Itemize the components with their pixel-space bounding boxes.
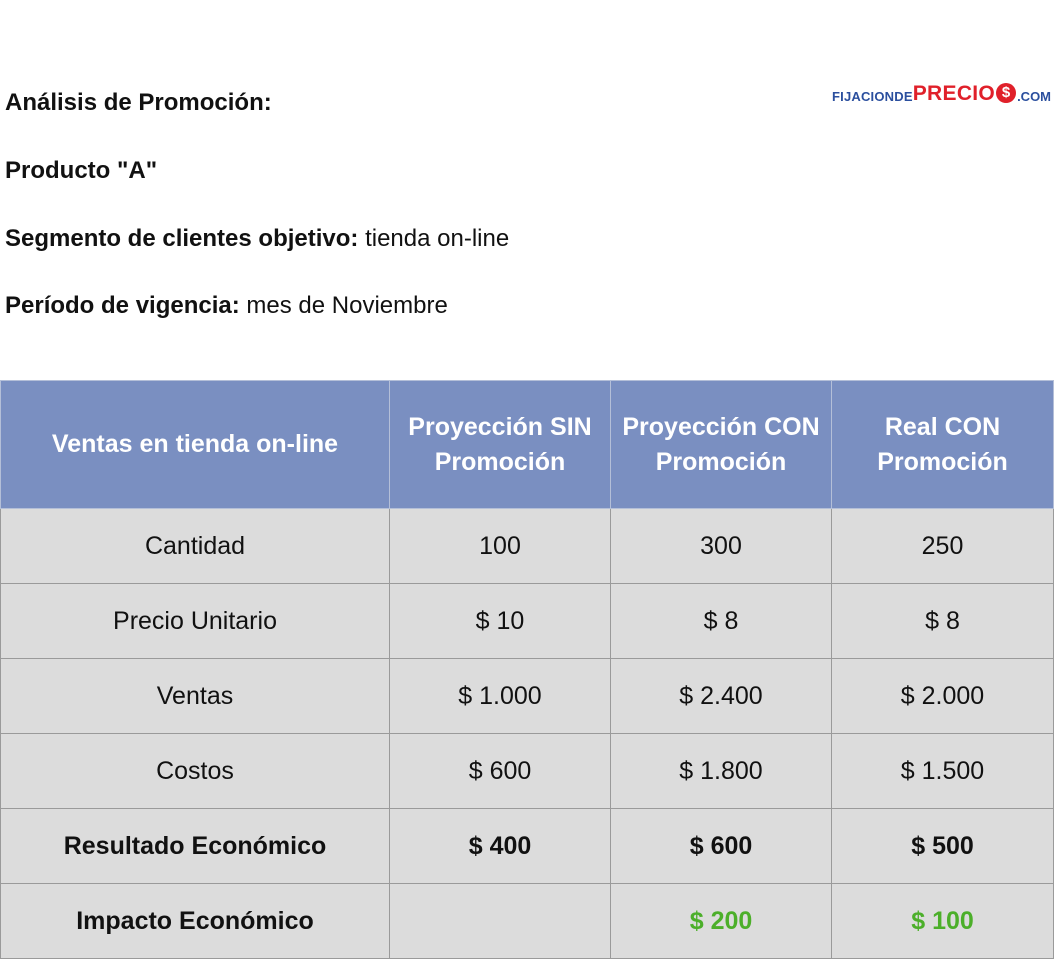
table-cell: 300 bbox=[611, 509, 832, 584]
table-row bbox=[1, 584, 1054, 659]
table-header-row bbox=[1, 381, 1054, 509]
table-cell: $ 1.000 bbox=[390, 659, 611, 734]
table-cell-impact: $ 100 bbox=[832, 884, 1054, 959]
logo-text-precio: PRECIO bbox=[912, 82, 996, 105]
col-header-projection-without: Proyección SIN Promoción bbox=[390, 381, 611, 509]
table-row bbox=[1, 884, 1054, 959]
table-cell: $ 8 bbox=[611, 584, 832, 659]
table-cell-impact: $ 200 bbox=[611, 884, 832, 959]
table-row bbox=[1, 659, 1054, 734]
period-value: mes de Noviembre bbox=[239, 292, 448, 319]
segment-label: Segmento de clientes objetivo: bbox=[5, 225, 359, 252]
table-cell: $ 500 bbox=[832, 809, 1054, 884]
table-row bbox=[1, 509, 1054, 584]
table-cell: $ 1.500 bbox=[832, 734, 1054, 809]
row-label: Ventas bbox=[1, 659, 390, 734]
table-row bbox=[1, 809, 1054, 884]
period-line bbox=[5, 291, 448, 321]
segment-value: tienda on-line bbox=[358, 225, 510, 252]
segment-line bbox=[5, 224, 509, 254]
row-label: Costos bbox=[1, 734, 390, 809]
table-cell: $ 600 bbox=[390, 734, 611, 809]
table-cell: $ 1.800 bbox=[611, 734, 832, 809]
table-cell: $ 2.000 bbox=[832, 659, 1054, 734]
product-line bbox=[5, 156, 157, 186]
promotion-table bbox=[0, 380, 1054, 959]
title-promotion-analysis bbox=[5, 88, 272, 118]
row-label: Precio Unitario bbox=[1, 584, 390, 659]
table-cell: $ 2.400 bbox=[611, 659, 832, 734]
table-cell: $ 600 bbox=[611, 809, 832, 884]
table-cell: $ 8 bbox=[832, 584, 1054, 659]
row-label: Cantidad bbox=[1, 509, 390, 584]
table-cell: 100 bbox=[390, 509, 611, 584]
table-row bbox=[1, 734, 1054, 809]
product-label: Producto "A" bbox=[5, 157, 158, 184]
title-label: Análisis de Promoción: bbox=[5, 89, 272, 116]
col-header-projection-with: Proyección CON Promoción bbox=[611, 381, 832, 509]
period-label: Período de vigencia: bbox=[5, 292, 240, 319]
table-cell: $ 400 bbox=[390, 809, 611, 884]
row-label: Impacto Económico bbox=[1, 884, 390, 959]
fijaciondeprecios-logo bbox=[832, 84, 1051, 104]
logo-dollar-coin-icon: $ bbox=[996, 83, 1016, 103]
logo-text-fijacionde: FIJACIONDE bbox=[832, 89, 913, 104]
row-label: Resultado Económico bbox=[1, 809, 390, 884]
table-cell: 250 bbox=[832, 509, 1054, 584]
table-cell: $ 10 bbox=[390, 584, 611, 659]
table-cell bbox=[390, 884, 611, 959]
logo-text-com: .COM bbox=[1017, 89, 1052, 104]
col-header-real-with: Real CON Promoción bbox=[832, 381, 1054, 509]
col-header-sales: Ventas en tienda on-line bbox=[1, 381, 390, 509]
